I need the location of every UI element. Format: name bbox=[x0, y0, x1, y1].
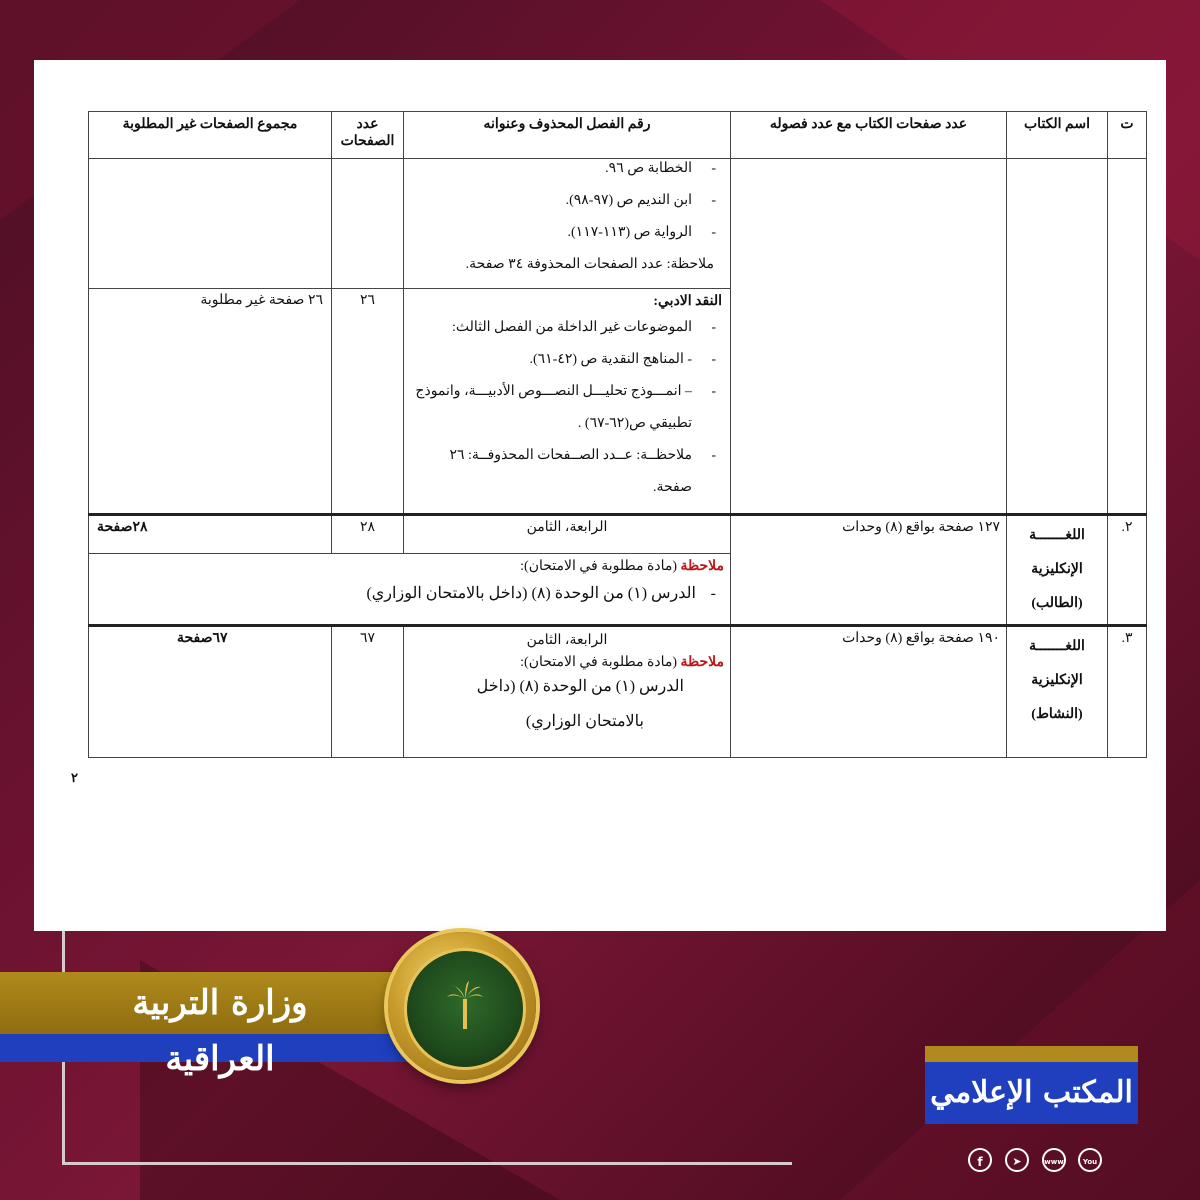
cell-total: ٦٧صفحة bbox=[89, 626, 332, 758]
header-count-line: عدد bbox=[356, 117, 379, 132]
note-label: ملاحظة bbox=[680, 655, 724, 670]
book-name-line: (النشاط) bbox=[1031, 707, 1083, 722]
book-name-line: اللغـــــــة bbox=[1029, 639, 1085, 654]
cell-book-name bbox=[1007, 515, 1108, 626]
header-total: مجموع الصفحات غير المطلوبة bbox=[89, 112, 332, 159]
list-item: - الخطابة ص ٩٦. bbox=[410, 153, 724, 185]
note-item bbox=[95, 577, 724, 611]
list-item: - - المناهج النقدية ص (٤٢-٦١). bbox=[410, 344, 724, 376]
list-item: - ابن النديم ص (٩٧-٩٨). bbox=[410, 185, 724, 217]
header-num: ت bbox=[1108, 112, 1147, 159]
note-text: (مادة مطلوبة في الامتحان): bbox=[520, 655, 677, 670]
ministry-seal-logo bbox=[388, 932, 536, 1080]
cell-total bbox=[89, 159, 332, 289]
header-count bbox=[332, 112, 404, 159]
section-title: النقد الادبي: bbox=[653, 294, 722, 309]
cell-total: ٢٨صفحة bbox=[89, 515, 332, 554]
cell-chapter bbox=[404, 626, 731, 758]
note-label: ملاحظة bbox=[680, 558, 724, 574]
facebook-icon[interactable]: f bbox=[968, 1148, 992, 1172]
media-office-name: المكتب الإعلامي bbox=[930, 1075, 1133, 1110]
note-item-text: الدرس (١) من الوحدة (٨) (داخل بالامتحان الوزاري) bbox=[366, 584, 696, 602]
ministry-name: وزارة التربية العراقية bbox=[132, 983, 308, 1079]
cell-count bbox=[332, 159, 404, 289]
cell-chapter bbox=[404, 289, 731, 515]
note-item: الدرس (١) من الوحدة (٨) (داخل bbox=[476, 678, 684, 695]
list-item: - الموضوعات غير الداخلة من الفصل الثالث: bbox=[410, 312, 724, 344]
note-text: ملاحظة: عدد الصفحات المحذوفة ٣٤ صفحة. bbox=[465, 257, 714, 272]
cell-chapter bbox=[404, 159, 731, 289]
header-chapter: رقم الفصل المحذوف وعنوانه bbox=[404, 112, 731, 159]
youtube-icon[interactable]: You bbox=[1078, 1148, 1102, 1172]
palm-tree-icon bbox=[445, 981, 485, 1031]
cell-book-name bbox=[1007, 159, 1108, 515]
list-item: - – انمـــوذج تحليـــل النصـــوص الأدبيـــة، وانموذج تطبيقي ص(٦٢-٦٧) . bbox=[410, 376, 724, 440]
deleted-list bbox=[410, 312, 724, 504]
list-item: - ملاحظــة: عــدد الصــفحات المحذوفــة: ٢٦ صفحة. bbox=[410, 440, 724, 504]
book-name-line: (الطالب) bbox=[1031, 596, 1083, 611]
frame-line bbox=[62, 1162, 792, 1165]
cell-num: ٣. bbox=[1108, 626, 1147, 758]
note-line bbox=[410, 652, 724, 674]
telegram-icon[interactable]: ➤ bbox=[1005, 1148, 1029, 1172]
book-name-line: الإنكليزية bbox=[1031, 562, 1083, 577]
deleted-list bbox=[410, 153, 724, 249]
note-text: (مادة مطلوبة في الامتحان): bbox=[520, 558, 677, 574]
seal-center bbox=[404, 948, 526, 1070]
cell-num bbox=[1108, 159, 1147, 515]
bullet-dash: - bbox=[710, 584, 716, 602]
book-name-line: اللغـــــــة bbox=[1029, 528, 1085, 543]
chapter-text: الرابعة، الثامن bbox=[526, 633, 608, 648]
cell-book-pages: ١٩٠ صفحة بواقع (٨) وحدات bbox=[731, 626, 1007, 758]
cell-count: ٢٦ bbox=[332, 289, 404, 515]
cell-book-name bbox=[1007, 626, 1108, 758]
cell-count: ٢٨ bbox=[332, 515, 404, 554]
cell-book-pages: ١٢٧ صفحة بواقع (٨) وحدات bbox=[731, 515, 1007, 626]
cell-total: ٢٦ صفحة غير مطلوبة bbox=[89, 289, 332, 515]
note-item: بالامتحان الوزاري) bbox=[525, 713, 644, 730]
list-item: - الرواية ص (١١٣-١١٧). bbox=[410, 217, 724, 249]
deleted-chapters-table bbox=[88, 111, 1147, 758]
header-count-line: الصفحات bbox=[340, 134, 395, 149]
table-row bbox=[89, 515, 1147, 554]
media-office-gold-band bbox=[925, 1046, 1138, 1062]
cell-num: ٢. bbox=[1108, 515, 1147, 626]
table-row bbox=[89, 159, 1147, 289]
cell-chapter: الرابعة، الثامن bbox=[404, 515, 731, 554]
page-number: ٢ bbox=[71, 770, 78, 785]
book-name-line: الإنكليزية bbox=[1031, 673, 1083, 688]
table-header-row bbox=[89, 112, 1147, 159]
table-row bbox=[89, 626, 1147, 758]
web-icon[interactable]: www bbox=[1042, 1148, 1066, 1172]
cell-count: ٦٧ bbox=[332, 626, 404, 758]
note-line bbox=[95, 557, 724, 577]
cell-book-pages bbox=[731, 159, 1007, 515]
header-book-pages: عدد صفحات الكتاب مع عدد فصوله bbox=[731, 112, 1007, 159]
header-book-name: اسم الكتاب bbox=[1007, 112, 1108, 159]
cell-note bbox=[89, 553, 731, 626]
